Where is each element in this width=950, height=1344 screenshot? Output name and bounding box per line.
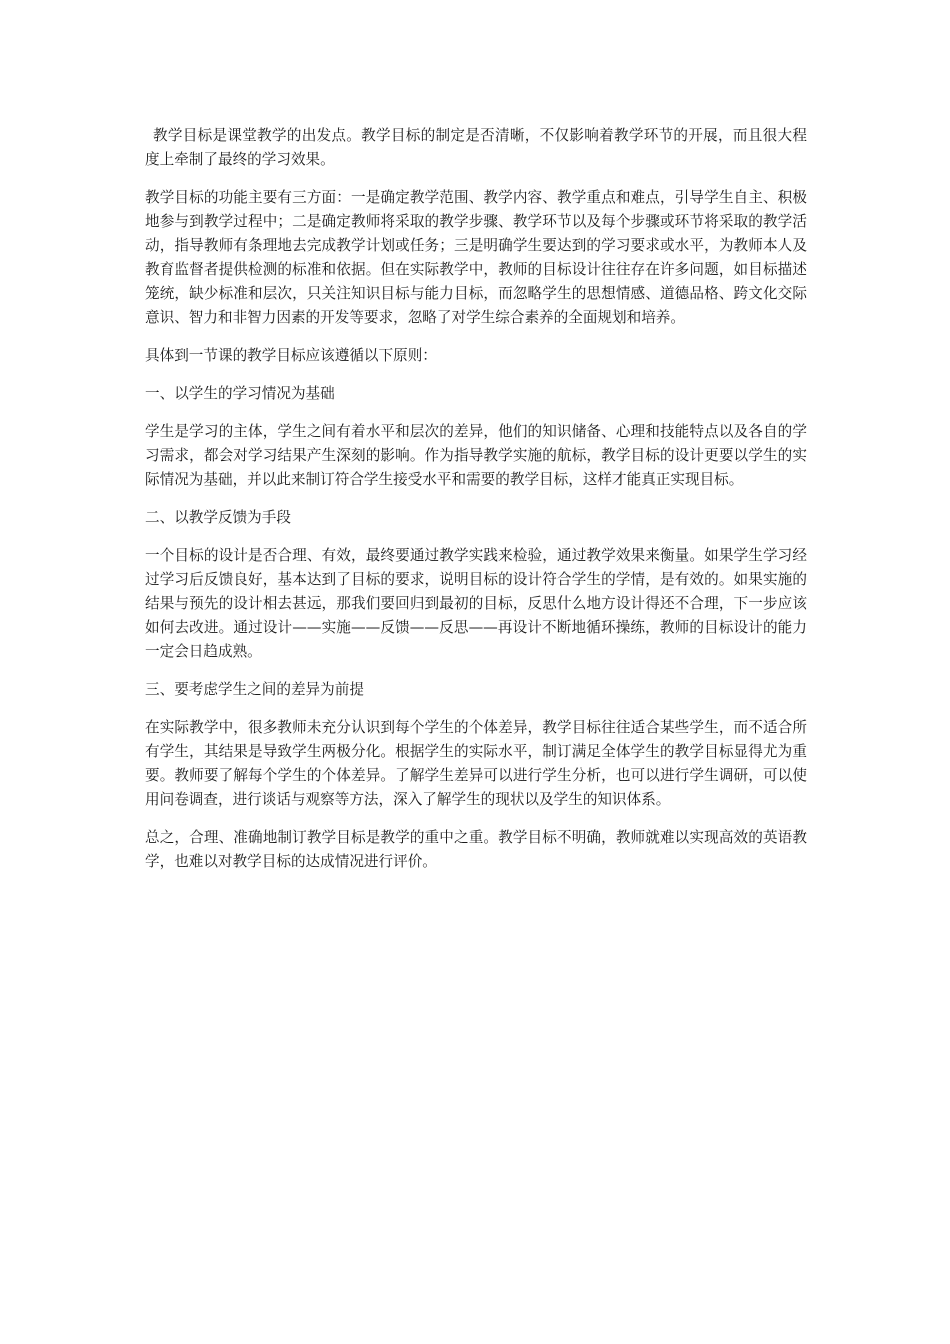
document-body <box>145 124 807 888</box>
section-heading-1: 一、以学生的学习情况为基础 <box>145 385 335 402</box>
section-1-paragraph: 学生是学习的主体，学生之间有着水平和层次的差异，他们的知识储备、心理和技能特点以及各自的学习需求，都会对学习结果产生深刻的影响。作为指导教学实施的航标，教学目标的设计更要以学生的实际情况为基础，并以此来制订符合学生接受水平和需要的教学目标，这样才能真正实现目标。 <box>145 423 807 488</box>
section-2-paragraph: 一个目标的设计是否合理、有效，最终要通过教学实践来检验，通过教学效果来衡量。如果学生学习经过学习后反馈良好，基本达到了目标的要求，说明目标的设计符合学生的学情，是有效的。如果实施的结果与预先的设计相去甚远，那我们要回归到最初的目标，反思什么地方设计得还不合理，下一步应该如何去改进。通过设计——实施——反馈——反思——再设计不断地循环操练，教师的目标设计的能力一定会日趋成熟。 <box>145 547 807 660</box>
functions-paragraph: 教学目标的功能主要有三方面：一是确定教学范围、教学内容、教学重点和难点，引导学生自主、积极地参与到教学过程中；二是确定教师将采取的教学步骤、教学环节以及每个步骤或环节将采取的教学活动，指导教师有条理地去完成教学计划或任务；三是明确学生要达到的学习要求或水平，为教师本人及教育监督者提供检测的标准和依据。但在实际教学中，教师的目标设计往往存在许多问题，如目标描述笼统，缺少标准和层次，只关注知识目标与能力目标，而忽略学生的思想情感、道德品格、跨文化交际意识、智力和非智力因素的开发等要求，忽略了对学生综合素养的全面规划和培养。 <box>145 189 807 326</box>
section-heading-3: 三、要考虑学生之间的差异为前提 <box>145 681 364 698</box>
principles-intro: 具体到一节课的教学目标应该遵循以下原则： <box>145 347 437 364</box>
intro-paragraph: 教学目标是课堂教学的出发点。教学目标的制定是否清晰，不仅影响着教学环节的开展，而且很大程度上牵制了最终的学习效果。 <box>145 127 807 168</box>
section-3-paragraph: 在实际教学中，很多教师未充分认识到每个学生的个体差异，教学目标往往适合某些学生，而不适合所有学生，其结果是导致学生两极分化。根据学生的实际水平，制订满足全体学生的教学目标显得尤为重要。教师要了解每个学生的个体差异。了解学生差异可以进行学生分析，也可以进行学生调研，可以使用问卷调查，进行谈话与观察等方法，深入了解学生的现状以及学生的知识体系。 <box>145 719 807 808</box>
section-heading-2: 二、以教学反馈为手段 <box>145 509 291 526</box>
conclusion-paragraph: 总之，合理、准确地制订教学目标是教学的重中之重。教学目标不明确，教师就难以实现高效的英语教学，也难以对教学目标的达成情况进行评价。 <box>145 829 807 870</box>
